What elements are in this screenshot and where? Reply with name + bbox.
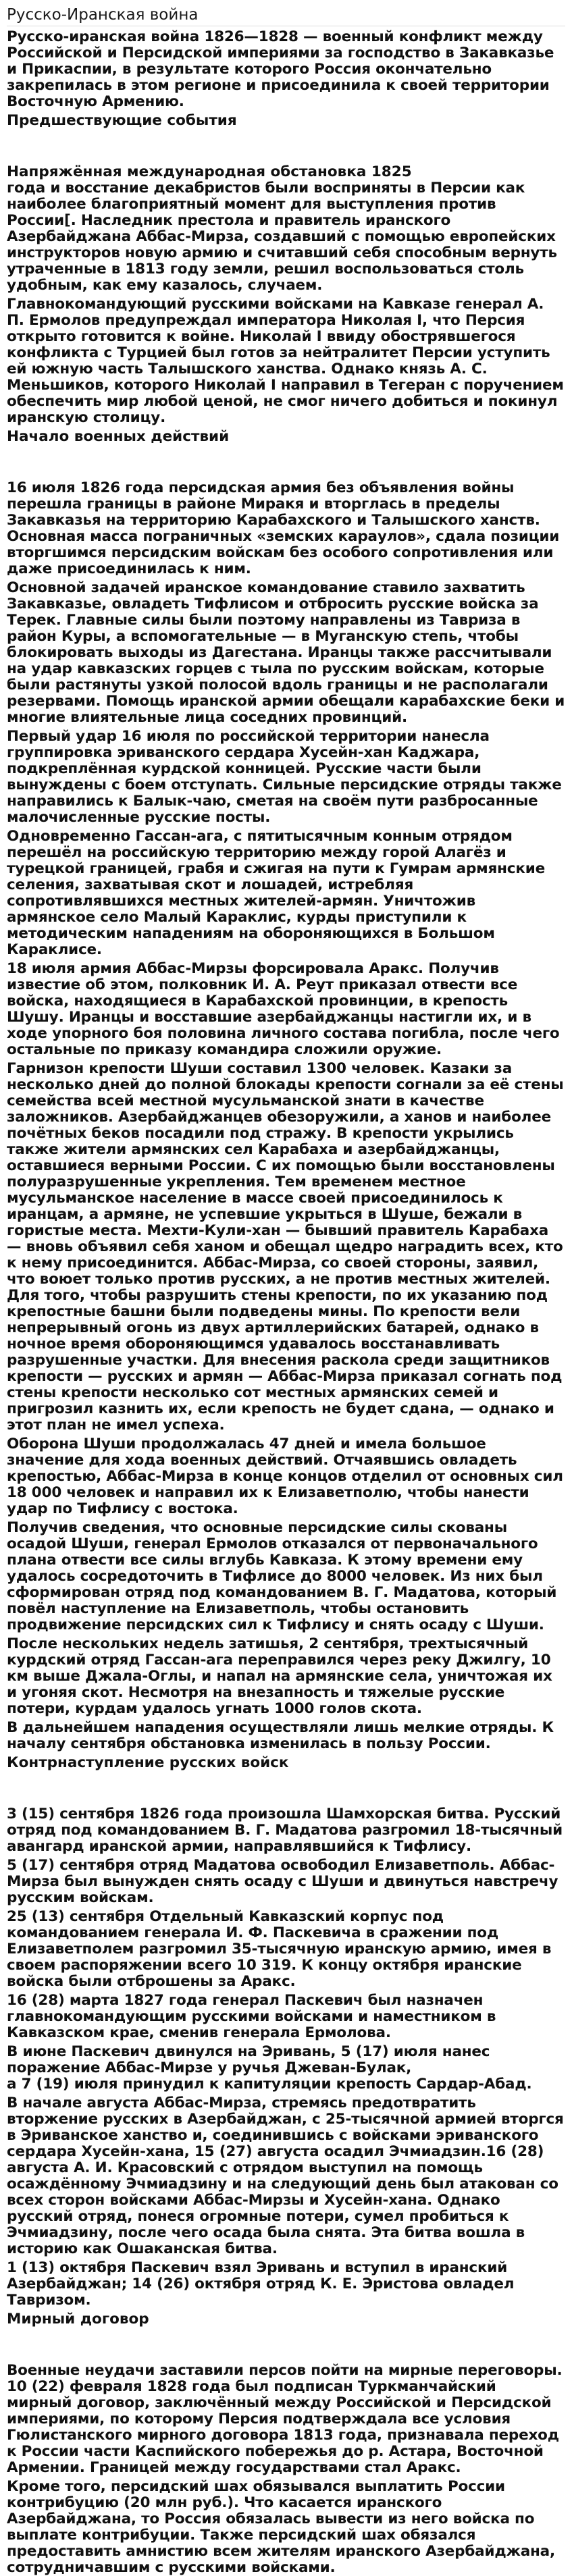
start-paragraph-6: Гарнизон крепости Шуши составил 1300 человек. Казаки за несколько дней до полной блокады крепости согнали за её стены семейства всей местной мусульманской знати в качестве заложников. Азербайджанцев обезоружили, а ханов и наиболее почётных беков посадили под стражу. В крепости укрылись также жители армянских сел Карабаха и азербайджанцы, оставшиеся верными России. С их помощью были восстановлены полуразрушенные укрепления. Тем временем местное мусульманское население в массе своей присоединилось к иранцам, а армяне, не успевшие укрыться в Шуше, бежали в гористые места. Мехти-Кули-хан — бывший правитель Карабаха — вновь объявил себя ханом и обещал щедро наградить всех, кто к нему присоединится. Аббас-Мирза, со своей стороны, заявил, что воюет только против русских, а не против местных жителей. Для того, чтобы разрушить стены крепости, по их указанию под крепостные башни были подведены мины. По крепости вели непрерывный огонь из двух артиллерийских батарей, однако в ночное время обороняющимся удавалось восстанавливать разрушенные участки. Для внесения раскола среди защитников крепости — русских и армян — Аббас-Мирза приказал согнать под стены крепости несколько сот местных армянских семей и пригрозил казнить их, если крепость не будет сдана, — однако и этот план не имел успеха. (7, 1060, 564, 1434)
start-paragraph-2: Основной задачей иранское командование ставило захватить Закавказье, овладеть Тифлисом и отбросить русские войска за Терек. Главные силы были поэтому направлены из Тавриза в район Куры, а вспомогательные — в Муганскую степь, чтобы блокировать выходы из Дагестана. Иранцы также рассчитывали на удар кавказских горцев с тыла по русским войскам, которые были растянуты узкой полосой вдоль границы и не располагали резервами. Помощь иранской армии обещали карабахские беки и многие влиятельные лица соседних провинций. (7, 579, 565, 726)
counter-paragraph-5: В июне Паскевич двинулся на Эривань, 5 (17) июля нанес поражение Аббас-Мирзе у ручья Джеван-Булак, а 7 (19) июля принудил к капитуляции крепость Сардар-Абад. (7, 2043, 532, 2093)
section-spacer (7, 132, 565, 164)
section-spacer (7, 448, 565, 480)
start-paragraph-5: 18 июля армия Аббас-Мирзы форсировала Аракс. Получив известие об этом, полковник И. А. Реут приказал отвести все войска, находящиеся в Карабахской провинции, в крепость Шушу. Иранцы и восставшие азербайджанцы настигли их, и в ходе упорного боя половина личного состава погибла, после чего остальные по приказу командира сложили оружие. (7, 960, 560, 1058)
start-paragraph-7: Оборона Шуши продолжалась 47 дней и имела большое значение для хода военных действий. Отчаявшись овладеть крепостью, Аббас-Мирза в конце концов отделил от основных сил 18 000 человек и направил их к Елизаветполю, чтобы нанести удар по Тифлису с востока. (7, 1436, 563, 1517)
start-paragraph-1: 16 июля 1826 года персидская армия без объявления войны перешла границы в районе Миракя и вторглась в пределы Закавказья на территорию Карабахского и Талышского ханств. Основная масса пограничных «земских караулов», сдала позиции вторгшимся персидским войскам без особого сопротивления или даже присоединилась к ним. (7, 479, 560, 577)
section-heading-counter: Контрнаступление русских войск (7, 1754, 289, 1771)
peace-paragraph-1: Военные неудачи заставили персов пойти на мирные переговоры. 10 (22) февраля 1828 года был подписан Туркманчайский мирный договор, заключённый между Российской и Персидской империями, по которому Персия подтверждала все условия Гюлистанского мирного договора 1813 года, признавала переход к России части Каспийского побережья до р. Астара, Восточной Армении. Границей между государствами стал Аракс. (7, 2362, 563, 2476)
counter-paragraph-2: 5 (17) сентября отряд Мадатова освободил Елизаветполь. Аббас-Мирза был вынужден снять осаду с Шуши и двинуться навстречу русским войскам. (7, 1857, 558, 1906)
start-paragraph-9: После нескольких недель затишья, 2 сентября, трехтысячный курдский отряд Гассан-ага переправился через реку Джилгу, 10 км выше Джала-Оглы, и напал на армянские села, уничтожая их и угоняя скот. Несмотря на внезапность и тяжелые русские потери, курдам удалось угнать 1000 голов скота. (7, 1635, 552, 1717)
section-heading-prelude: Предшествующие события (7, 112, 237, 129)
counter-paragraph-3: 25 (13) сентября Отдельный Кавказский корпус под командованием генерала И. Ф. Паскевича в сражении под Елизаветполем разгромил 35-тысячную иранскую армию, имея в своем распоряжении всего 10 319. К концу октября иранские войска были отброшены за Аракс. (7, 1908, 552, 1990)
counter-paragraph-7: 1 (13) октября Паскевич взял Эривань и вступил в иранский Азербайджан; 14 (26) октября отряд К. Е. Эристова овладел Тавризом. (7, 2259, 515, 2309)
prelude-paragraph-2: Главнокомандующий русскими войсками на Кавказе генерал А. П. Ермолов предупреждал императора Николая I, что Персия открыто готовится к войне. Николай I ввиду обострявшегося конфликта с Турцией был готов за нейтралитет Персии уступить ей южную часть Талышского ханства. Однако князь А. С. Меньшиков, которого Николай I направил в Тегеран с поручением обеспечить мир любой ценой, не смог ничего добиться и покинул иранскую столицу. (7, 296, 564, 426)
start-paragraph-8: Получив сведения, что основные персидские силы скованы осадой Шуши, генерал Ермолов отказался от первоначального плана отвести все силы вглубь Кавказа. К этому времени ему удалось сосредоточить в Тифлисе до 8000 человек. Из них был сформирован отряд под командованием В. Г. Мадатова, который повёл наступление на Елизаветполь, чтобы остановить продвижение персидских сил к Тифлису и снять осаду с Шуши. (7, 1519, 557, 1633)
counter-paragraph-4: 16 (28) марта 1827 года генерал Паскевич был назначен главнокомандующим русскими войсками и наместником в Кавказском крае, сменив генерала Ермолова. (7, 1992, 496, 2041)
counter-paragraph-6: В начале августа Аббас-Мирза, стремясь предотвратить вторжение русских в Азербайджан, с 25-тысячной армией вторгся в Эриванское ханство и, соединившись с войсками эриванского сердара Хусейн-хана, 15 (27) августа осадил Эчмиадзин.16 (28) августа А. И. Красовский с отрядом выступил на помощь осаждённому Эчмиадзину и на следующий день был атакован со всех сторон войсками Аббас-Мирзы и Хусейн-хана. Однако русский отряд, понеся огромные потери, сумел пробиться к Эчмиадзину, после чего осада была снята. Эта битва вошла в историю как Ошаканская битва. (7, 2095, 564, 2257)
section-heading-start: Начало военных действий (7, 428, 230, 445)
start-paragraph-3: Первый удар 16 июля по российской территории нанесла группировка эриванского сердара Хусейн-хан Каджара, подкреплённая курдской конницей. Русские части были вынуждены с боем отступать. Сильные персидские отряды также направились к Балык-чаю, сметая на своём пути разбросанные малочисленные русские посты. (7, 728, 562, 826)
section-spacer (7, 2330, 565, 2363)
start-paragraph-10: В дальнейшем нападения осуществляли лишь мелкие отряды. К началу сентября обстановка изменилась в пользу России. (7, 1719, 554, 1752)
page-title: Русско-Иранская война (7, 5, 565, 26)
intro-paragraph: Русско-иранская война 1826—1828 — военный конфликт между Российской и Персидской империями за господство в Закавказье и Прикаспии, в результате которого Россия окончательно закрепилась в этом регионе и присоединила к своей территории Восточную Армению. (7, 28, 554, 110)
counter-paragraph-1: 3 (15) сентября 1826 года произошла Шамхорская битва. Русский отряд под командованием В. Г. Мадатова разгромил 18-тысячный авангард иранской армии, направлявшийся к Тифлису. (7, 1806, 563, 1855)
peace-paragraph-2: Кроме того, персидский шах обязывался выплатить России контрибуцию (20 млн руб.). Что касается иранского Азербайджана, то Россия обязалась вывести из него войска по выплате контрибуции. Также персидский шах обязался предоставить амнистию всем жителям иранского Азербайджана, сотрудничавшим с русскими войсками. (7, 2478, 555, 2576)
start-paragraph-4: Одновременно Гассан-ага, с пятитысячным конным отрядом перешёл на российскую территорию между горой Алагёз и турецкой границей, грабя и сжигая на пути к Гумрам армянские селения, захватывая скот и лошадей, истребляя сопротивлявшихся местных жителей-армян. Уничтожив армянское село Малый Караклис, курды приступили к методическим нападениям на обороняющихся в Большом Караклисе. (7, 828, 545, 958)
section-heading-peace: Мирный договор (7, 2311, 149, 2328)
section-spacer (7, 1774, 565, 1806)
prelude-paragraph-1: года и восстание декабристов были восприняты в Персии как наиболее благоприятный момент для выступления против России[. Наследник престола и правитель иранского Азербайджана Аббас-Мирза, создавший с помощью европейских инструкторов новую армию и считавший себя способным вернуть утраченные в 1813 году земли, решил воспользоваться столь удобным, как ему казалось, случаем. (7, 180, 557, 294)
prelude-subheading: Напряжённая международная обстановка 1825 (7, 163, 412, 180)
